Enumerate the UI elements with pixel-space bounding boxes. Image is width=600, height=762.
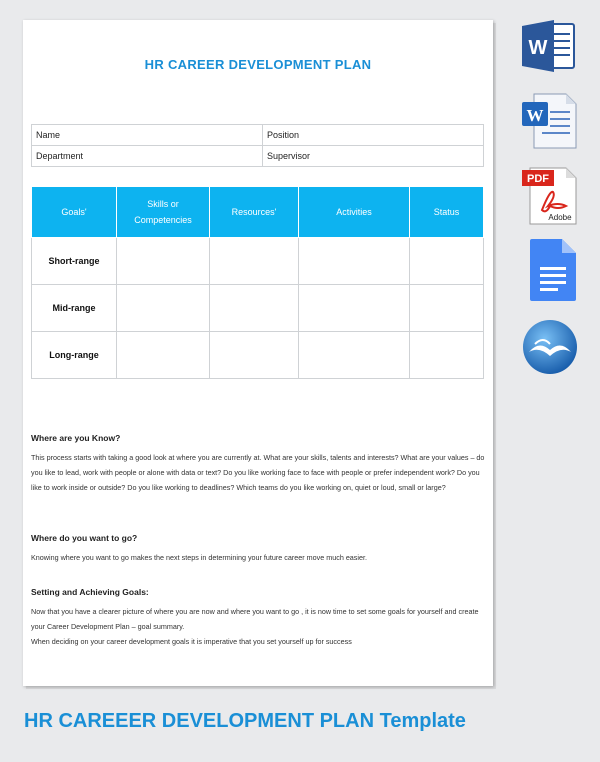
pdf-label: PDF: [527, 173, 549, 185]
table-cell: [410, 285, 484, 332]
table-cell: [210, 285, 299, 332]
section-paragraph: This process starts with taking a good look at where you are currently at. What are your skills, talents and interests? What are your values – do you like to lead, work with people or alone with data or text? Do you like working face to face with people or prefer independent work? Do you like to work inside or outside? Do you like working to deadlines? Which teams do you like working on, quiet or loud, small or large?: [31, 453, 485, 492]
table-cell: [210, 238, 299, 285]
section-paragraph: Now that you have a clearer picture of where you are now and where you want to go , it is now time to set some goals for yourself and create your Career Development Plan – goal summary.: [31, 607, 479, 631]
section-paragraph: When deciding on your career development goals it is imperative that you set yourself up for success: [31, 637, 352, 646]
word-2013-icon[interactable]: [518, 18, 578, 74]
status-header: Status: [410, 187, 484, 238]
table-cell: [117, 285, 210, 332]
pdf-icon[interactable]: [520, 166, 578, 226]
long-range-label: Long-range: [32, 332, 117, 379]
skills-header: [117, 187, 210, 238]
footer-title: HR CAREEER DEVELOPMENT PLAN Template: [24, 710, 466, 732]
table-row: [32, 238, 484, 285]
section-where-are-you: [31, 433, 486, 495]
name-label: Name: [32, 125, 263, 146]
section-paragraph: Knowing where you want to go makes the next steps in determining your future career move much easier.: [31, 553, 367, 562]
section-heading: Setting and Achieving Goals:: [31, 587, 149, 597]
word-2003-icon[interactable]: [520, 92, 578, 150]
activities-header: Activities: [299, 187, 410, 238]
google-docs-icon[interactable]: [528, 237, 578, 303]
table-cell: [117, 332, 210, 379]
openoffice-icon[interactable]: [521, 318, 579, 376]
word-letter: W: [528, 37, 548, 59]
short-range-label: Short-range: [32, 238, 117, 285]
resources-header: Resources': [210, 187, 299, 238]
goals-table: [31, 186, 484, 379]
mid-range-label: Mid-range: [32, 285, 117, 332]
adobe-label: Adobe: [548, 213, 572, 222]
section-setting-goals: [31, 587, 486, 649]
table-cell: [299, 238, 410, 285]
document-page: [23, 20, 493, 686]
skills-header-text: Skills or Competencies: [134, 199, 192, 225]
word-old-letter: W: [526, 106, 544, 125]
table-cell: [210, 332, 299, 379]
department-label: Department: [32, 146, 263, 167]
table-cell: [299, 332, 410, 379]
table-row: [32, 332, 484, 379]
position-label: Position: [263, 125, 484, 146]
table-cell: [117, 238, 210, 285]
document-title: HR CAREER DEVELOPMENT PLAN: [144, 57, 372, 72]
table-row: [32, 285, 484, 332]
employee-info-table: [31, 124, 484, 167]
supervisor-label: Supervisor: [263, 146, 484, 167]
section-heading: Where are you Know?: [31, 433, 121, 443]
section-where-to-go: [31, 533, 486, 565]
table-cell: [410, 238, 484, 285]
section-heading: Where do you want to go?: [31, 533, 138, 543]
goals-header: Goals': [32, 187, 117, 238]
table-cell: [410, 332, 484, 379]
table-cell: [299, 285, 410, 332]
